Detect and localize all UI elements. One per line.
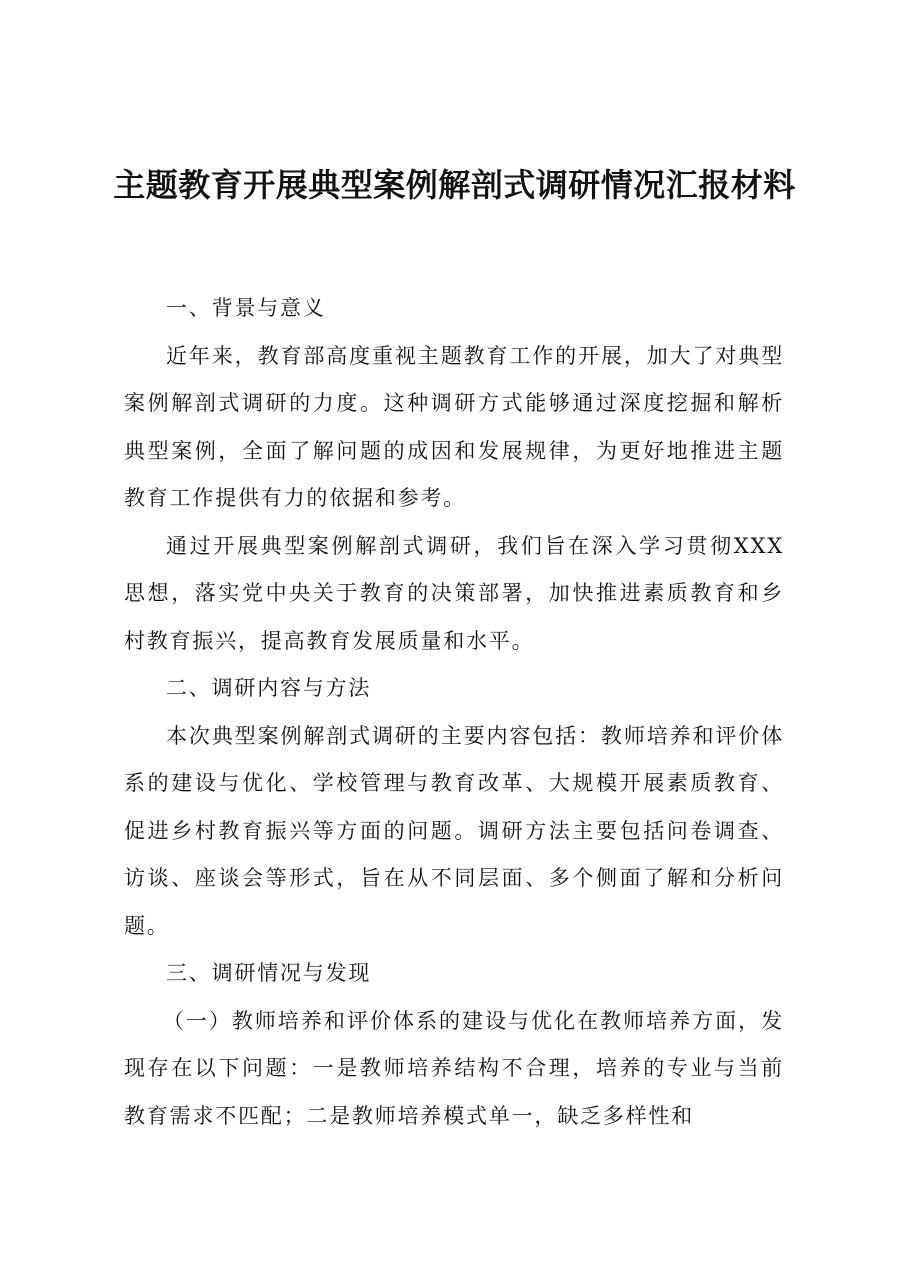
paragraph-content-method: 本次典型案例解剖式调研的主要内容包括：教师培养和评价体系的建设与优化、学校管理与教育改革、大规模开展素质教育、促进乡村教育振兴等方面的问题。调研方法主要包括问卷调查、访谈、座谈会等形式，旨在从不同层面、多个侧面了解和分析问题。	[124, 723, 784, 938]
document-title: 主题教育开展典型案例解剖式调研情况汇报材料	[113, 166, 796, 204]
section-heading-content-method: 二、调研内容与方法	[166, 676, 372, 700]
paragraph-background-2: 通过开展典型案例解剖式调研，我们旨在深入学习贯彻XXX思想，落实党中央关于教育的决策部署，加快推进素质教育和乡村教育振兴，提高教育发展质量和水平。	[124, 533, 784, 653]
paragraph-background-1: 近年来，教育部高度重视主题教育工作的开展，加大了对典型案例解剖式调研的力度。这种调研方式能够通过深度挖掘和解析典型案例，全面了解问题的成因和发展规律，为更好地推进主题教育工作提供有力的依据和参考。	[124, 343, 784, 510]
section-heading-background: 一、背景与意义	[166, 296, 326, 320]
document-body	[124, 285, 784, 1140]
section-heading-findings: 三、调研情况与发现	[166, 961, 372, 985]
paragraph-findings-1: （一）教师培养和评价体系的建设与优化在教师培养方面，发现存在以下问题：一是教师培养结构不合理，培养的专业与当前教育需求不匹配；二是教师培养模式单一，缺乏多样性和	[124, 1008, 784, 1128]
